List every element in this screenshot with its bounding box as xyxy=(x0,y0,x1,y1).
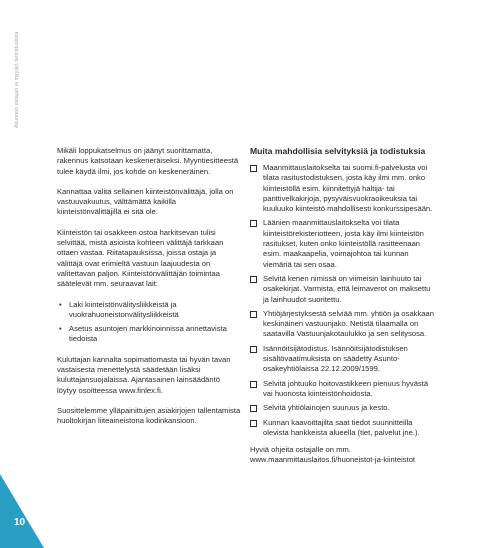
section-heading: Muita mahdollisia selvityksiä ja todistuksia xyxy=(250,146,426,156)
paragraph: Suosittelemme ylläpainittujen asiakirjojen tallentamista huoltokirjan liiteaineistona kodinkansioon. xyxy=(57,405,241,426)
checkbox-icon xyxy=(250,381,257,388)
paragraph: Kuluttajan kannalta sopimattomasta tai hyvän tavan vastaisesta menettelystä säädetään lisäksi kuluttajansuojalaissa. Ajantasainen lainsäädäntö löytyy osoitteessa www.finlex.fi. xyxy=(57,354,231,395)
checklist-item xyxy=(250,163,438,214)
checklist-item xyxy=(250,379,438,400)
checkbox-icon xyxy=(250,311,257,318)
checkbox-icon xyxy=(250,405,257,412)
checkbox-icon xyxy=(250,346,257,353)
checklist-item xyxy=(250,344,438,375)
checklist-item xyxy=(250,403,438,413)
checklist-item xyxy=(250,218,438,269)
page-number: 10 xyxy=(14,517,26,528)
list-item-text: Laki kiinteistönvälitysliikkeistä ja vuokrahuoneistonvälitysliikkeistä xyxy=(69,299,179,319)
list-item xyxy=(57,324,241,345)
checkbox-icon xyxy=(250,276,257,283)
list-item-text: Asetus asuntojen markkinoinnissa annettavista tiedoista xyxy=(69,324,227,344)
checkbox-icon xyxy=(250,420,257,427)
paragraph: Kiinteistön tai osakkeen ostoa harkitsevan tulisi selvittää, mistä asioista kohteen välittäjä tarkkaan ottaen vastaa. Riitatapauksissa, joissa ostaja ja välittäjä ovat erimieltä vastuun laajuudesta on valitettavan paljon. Kiinteistönvälittäjän toimintaa säätelevät mm. seuraavat lait: xyxy=(57,227,224,289)
side-running-title: Asunnon ostajan ja myyjän tarkistuslista xyxy=(14,31,20,128)
paragraph: Kannattaa valita sellainen kiinteistönvälittäjä, jolla on vastuuvakuutus, välttämättä kaikilla kiinteistönvälittäjillä ei sitä ole. xyxy=(57,186,234,217)
right-column xyxy=(250,146,438,476)
list-item xyxy=(57,300,241,321)
checklist-item-text: Selvitä kenen nimissä on viimeisin lainhuuto tai osakekirjat. Varmista, että leimaverot on maksettu ja lainhuudot suoritettu. xyxy=(263,273,431,304)
bullet-icon: • xyxy=(59,299,62,309)
checklist-item xyxy=(250,309,438,340)
checklist-item xyxy=(250,418,438,439)
left-column xyxy=(57,146,241,437)
checkbox-icon xyxy=(250,165,257,172)
closing-paragraph: Hyviä ohjeita ostajalle on mm. www.maanmittauslaitos.fi/huoneistot-ja-kiinteistot xyxy=(250,445,416,465)
checklist xyxy=(250,163,438,438)
checklist-item-text: Isännöitsijätodistus. Isännöitsijätodistuksen sisältövaatimuksista on säädetty Asunto-osakeyhtiölaissa 22.12.2009/1599. xyxy=(263,343,408,374)
checklist-item-text: Maanmittauslaitokselta tai suomi.fi-palvelusta voi tilata rasitustodistuksen, josta käy ilmi mm. onko kiinteistöllä esim. kiinnitettyjä haltija- tai panttivelkakirjoja, pysyväisvuokraoikeuksia tai kuuluuko kiinteistö mahdollisesti konkurssipesään. xyxy=(263,163,433,214)
checklist-item-text: Selvitä johtuuko hoitovastikkeen pienuus hyvästä vai huonosta kiinteistönhoidosta. xyxy=(263,378,429,398)
checklist-item xyxy=(250,274,438,305)
paragraph: Mikäli loppukatselmus on jäänyt suorittamatta, rakennus katsotaan keskeneräiseksi. Myyntiesitteestä tulee käydä ilmi, jos kohde on keskeneräinen. xyxy=(57,146,239,176)
corner-triangle xyxy=(0,474,44,548)
checklist-item-text: Läänien maanmittauslaitokselta voi tilata kiinteistörekisteriotteen, josta käy ilmi kiinteistön rasitukset, kuten onko kiinteistöllä rasitteenaan esim. maakaapelia, voimajohtoa tai kunnan viemäriä tai sen osaa. xyxy=(263,218,424,269)
checklist-item-text: Yhtiöjärjestyksestä selviää mm. yhtiön ja osakkaan keskinäinen vastuunjako. Netistä tilaamalla on saatavilla Vastuunjakotaulukko ja sen selitysosa. xyxy=(263,308,434,339)
bullet-icon: • xyxy=(59,324,62,334)
checklist-item-text: Selvitä yhtiölainojen suuruus ja kesto. xyxy=(263,403,390,413)
checkbox-icon xyxy=(250,220,257,227)
checklist-item-text: Kunnan kaavoittajilta saat tiedot suunnitteilla olevista hankkeista alueella (tiet, palvelut jne.). xyxy=(263,417,420,437)
law-list xyxy=(57,300,241,345)
